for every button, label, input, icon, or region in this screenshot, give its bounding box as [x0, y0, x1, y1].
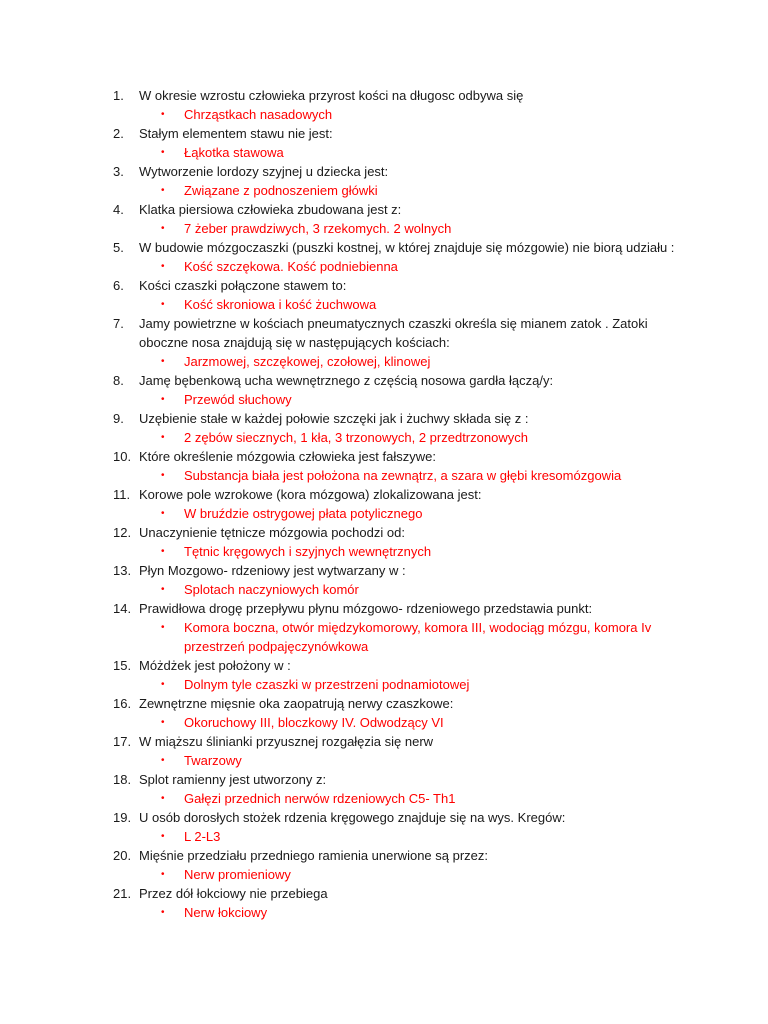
- question-text: W miąższu ślinianki przyusznej rozgałęzia się nerw: [139, 734, 434, 749]
- bullet-icon: •: [161, 394, 165, 405]
- question-line: [0, 238, 768, 257]
- bullet-icon: •: [161, 869, 165, 880]
- question-text: Korowe pole wzrokowe (kora mózgowa) zlokalizowana jest:: [139, 487, 482, 502]
- answer-text: Tętnic kręgowych i szyjnych wewnętrznych: [184, 544, 432, 559]
- question-item: [0, 808, 768, 846]
- question-line: [0, 124, 768, 143]
- answer-text: 2 zębów siecznych, 1 kła, 3 trzonowych, 2 przedtrzonowych: [184, 430, 528, 445]
- question-number: 11.: [113, 487, 131, 502]
- question-line: [0, 276, 768, 295]
- question-number: 8.: [113, 373, 124, 388]
- question-line: [0, 86, 768, 105]
- bullet-icon: •: [161, 679, 165, 690]
- answer-line: [0, 390, 768, 409]
- bullet-icon: •: [161, 356, 165, 367]
- question-number: 13.: [113, 563, 132, 578]
- question-line: [0, 523, 768, 542]
- question-text: Płyn Mozgowo- rdzeniowy jest wytwarzany w :: [139, 563, 406, 578]
- question-number: 10.: [113, 449, 132, 464]
- bullet-icon: •: [161, 755, 165, 766]
- answer-line: [0, 257, 768, 276]
- question-text: W okresie wzrostu człowieka przyrost kości na długosc odbywa się: [139, 88, 524, 103]
- answer-line: [0, 504, 768, 523]
- question-text: Przez dół łokciowy nie przebiega: [139, 886, 328, 901]
- answer-line: [0, 827, 768, 846]
- question-item: [0, 447, 768, 485]
- bullet-icon: •: [161, 584, 165, 595]
- question-text: W budowie mózgoczaszki (puszki kostnej, w której znajduje się mózgowie) nie biorą udziału :: [139, 240, 675, 255]
- question-text: Móżdżek jest położony w :: [139, 658, 291, 673]
- answer-text: Nerw promieniowy: [184, 867, 291, 882]
- question-number: 6.: [113, 278, 124, 293]
- question-number: 20.: [113, 848, 132, 863]
- question-number: 5.: [113, 240, 124, 255]
- question-text: Mięśnie przedziału przedniego ramienia unerwione są przez:: [139, 848, 489, 863]
- answer-text: Gałęzi przednich nerwów rdzeniowych C5- Th1: [184, 791, 456, 806]
- answer-text: Komora boczna, otwór międzykomorowy, komora III, wodociąg mózgu, komora Iv: [184, 620, 652, 635]
- answer-line: [0, 618, 768, 637]
- question-line: [0, 314, 768, 333]
- answer-line: [0, 466, 768, 485]
- question-item: [0, 656, 768, 694]
- question-item: [0, 200, 768, 238]
- question-line: [0, 770, 768, 789]
- bullet-icon: •: [161, 622, 165, 633]
- answer-text: Przewód słuchowy: [184, 392, 292, 407]
- question-item: [0, 162, 768, 200]
- question-text: U osób dorosłych stożek rdzenia kręgowego znajduje się na wys. Kregów:: [139, 810, 566, 825]
- question-number: 14.: [113, 601, 132, 616]
- question-item: [0, 846, 768, 884]
- question-line: [0, 447, 768, 466]
- bullet-icon: •: [161, 223, 165, 234]
- question-number: 18.: [113, 772, 132, 787]
- bullet-icon: •: [161, 831, 165, 842]
- answer-text: Związane z podnoszeniem główki: [184, 183, 378, 198]
- question-item: [0, 86, 768, 124]
- answer-line: [0, 352, 768, 371]
- answer-text: Dolnym tyle czaszki w przestrzeni podnamiotowej: [184, 677, 470, 692]
- answer-text: przestrzeń podpajęczynówkowa: [184, 639, 369, 654]
- question-line: [0, 333, 768, 352]
- bullet-icon: •: [161, 432, 165, 443]
- question-number: 21.: [113, 886, 132, 901]
- question-text: Jamy powietrzne w kościach pneumatycznych czaszki określa się mianem zatok . Zatoki: [139, 316, 648, 331]
- bullet-icon: •: [161, 261, 165, 272]
- question-item: [0, 523, 768, 561]
- answer-line: [0, 637, 768, 656]
- answer-text: 7 żeber prawdziwych, 3 rzekomych. 2 wolnych: [184, 221, 452, 236]
- bullet-icon: •: [161, 470, 165, 481]
- question-line: [0, 162, 768, 181]
- question-text: Klatka piersiowa człowieka zbudowana jest z:: [139, 202, 402, 217]
- answer-line: [0, 713, 768, 732]
- bullet-icon: •: [161, 793, 165, 804]
- answer-line: [0, 751, 768, 770]
- question-line: [0, 884, 768, 903]
- question-item: [0, 276, 768, 314]
- question-line: [0, 200, 768, 219]
- bullet-icon: •: [161, 907, 165, 918]
- question-line: [0, 371, 768, 390]
- bullet-icon: •: [161, 147, 165, 158]
- question-item: [0, 485, 768, 523]
- question-item: [0, 371, 768, 409]
- bullet-icon: •: [161, 546, 165, 557]
- answer-text: Kość szczękowa. Kość podniebienna: [184, 259, 398, 274]
- question-item: [0, 694, 768, 732]
- answer-line: [0, 789, 768, 808]
- question-number: 16.: [113, 696, 132, 711]
- question-item: [0, 124, 768, 162]
- question-text: Które określenie mózgowia człowieka jest fałszywe:: [139, 449, 436, 464]
- question-item: [0, 238, 768, 276]
- answer-line: [0, 903, 768, 922]
- question-number: 3.: [113, 164, 124, 179]
- question-number: 4.: [113, 202, 124, 217]
- question-item: [0, 770, 768, 808]
- question-line: [0, 694, 768, 713]
- question-number: 9.: [113, 411, 124, 426]
- question-item: [0, 314, 768, 371]
- question-text: Stałym elementem stawu nie jest:: [139, 126, 333, 141]
- answer-line: [0, 675, 768, 694]
- question-text: Zewnętrzne mięsnie oka zaopatrują nerwy czaszkowe:: [139, 696, 454, 711]
- question-line: [0, 656, 768, 675]
- question-line: [0, 846, 768, 865]
- question-number: 1.: [113, 88, 124, 103]
- answer-line: [0, 219, 768, 238]
- document-page: [0, 86, 768, 922]
- question-number: 19.: [113, 810, 132, 825]
- bullet-icon: •: [161, 508, 165, 519]
- answer-line: [0, 580, 768, 599]
- answer-line: [0, 865, 768, 884]
- question-number: 17.: [113, 734, 132, 749]
- answer-text: Twarzowy: [184, 753, 242, 768]
- bullet-icon: •: [161, 185, 165, 196]
- answer-text: Kość skroniowa i kość żuchwowa: [184, 297, 377, 312]
- answer-text: L 2-L3: [184, 829, 221, 844]
- question-text: Wytworzenie lordozy szyjnej u dziecka jest:: [139, 164, 389, 179]
- question-line: [0, 409, 768, 428]
- question-number: 15.: [113, 658, 132, 673]
- answer-text: Substancja biała jest położona na zewnątrz, a szara w głębi kresomózgowia: [184, 468, 622, 483]
- answer-text: Splotach naczyniowych komór: [184, 582, 359, 597]
- question-item: [0, 409, 768, 447]
- answer-line: [0, 295, 768, 314]
- question-line: [0, 561, 768, 580]
- question-line: [0, 485, 768, 504]
- answer-line: [0, 181, 768, 200]
- answer-text: Jarzmowej, szczękowej, czołowej, klinowej: [184, 354, 431, 369]
- question-number: 2.: [113, 126, 124, 141]
- answer-text: Okoruchowy III, bloczkowy IV. Odwodzący VI: [184, 715, 444, 730]
- answer-line: [0, 143, 768, 162]
- question-text: oboczne nosa znajdują się w następujących kościach:: [139, 335, 450, 350]
- question-number: 12.: [113, 525, 132, 540]
- question-item: [0, 599, 768, 656]
- question-line: [0, 599, 768, 618]
- answer-text: Nerw łokciowy: [184, 905, 268, 920]
- question-number: 7.: [113, 316, 124, 331]
- bullet-icon: •: [161, 299, 165, 310]
- bullet-icon: •: [161, 717, 165, 728]
- question-text: Splot ramienny jest utworzony z:: [139, 772, 327, 787]
- question-item: [0, 732, 768, 770]
- answer-text: W bruździe ostrygowej płata potylicznego: [184, 506, 423, 521]
- question-item: [0, 561, 768, 599]
- question-text: Kości czaszki połączone stawem to:: [139, 278, 347, 293]
- question-line: [0, 732, 768, 751]
- question-line: [0, 808, 768, 827]
- question-item: [0, 884, 768, 922]
- question-text: Jamę bębenkową ucha wewnętrznego z częścią nosowa gardła łączą/y:: [139, 373, 554, 388]
- question-text: Uzębienie stałe w każdej połowie szczęki jak i żuchwy składa się z :: [139, 411, 529, 426]
- question-text: Prawidłowa drogę przepływu płynu mózgowo- rdzeniowego przedstawia punkt:: [139, 601, 593, 616]
- bullet-icon: •: [161, 109, 165, 120]
- answer-text: Chrząstkach nasadowych: [184, 107, 333, 122]
- answer-text: Łąkotka stawowa: [184, 145, 284, 160]
- answer-line: [0, 105, 768, 124]
- answer-line: [0, 428, 768, 447]
- question-text: Unaczynienie tętnicze mózgowia pochodzi od:: [139, 525, 405, 540]
- answer-line: [0, 542, 768, 561]
